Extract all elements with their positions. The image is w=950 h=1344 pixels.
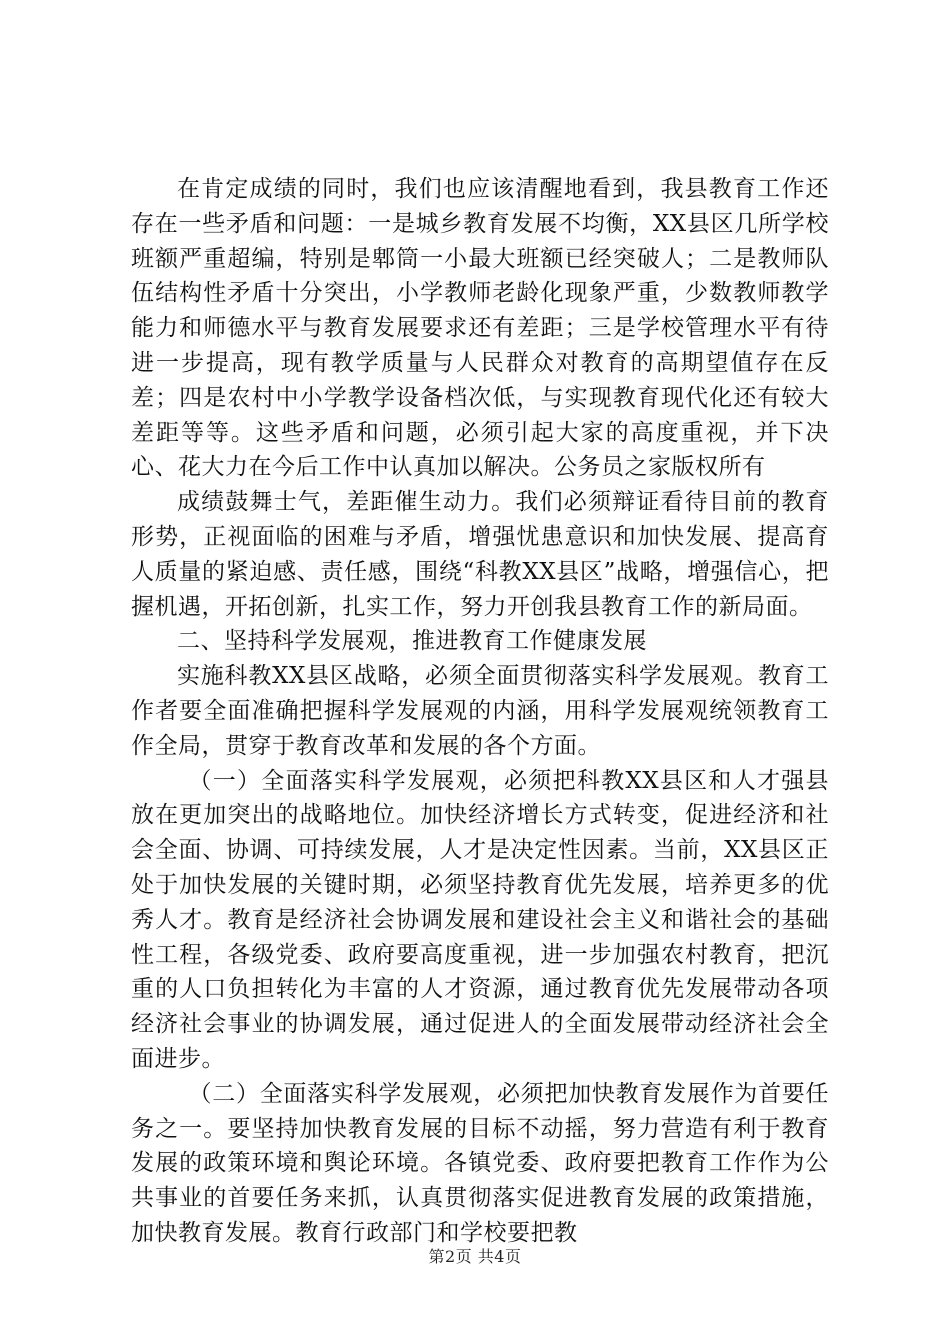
paragraph-problems: 在肯定成绩的同时，我们也应该清醒地看到，我县教育工作还存在一些矛盾和问题：一是城乡教育发展不均衡，XX县区几所学校班额严重超编，特别是郫筒一小最大班额已经突破人；二是教师队伍结构性矛盾十分突出，小学教师老龄化现象严重，少数教师教学能力和师德水平与教育发展要求还有差距；三是学校管理水平有待进一步提高，现有教学质量与人民群众对教育的高期望值存在反差；四是农村中小学教学设备档次低，与实现教育现代化还有较大差距等等。这些矛盾和问题，必须引起大家的高度重视，并下决心、花大力在今后工作中认真加以解决。公务员之家版权所有 [131,176,829,481]
page-number-footer: 第2页 共4页 [428,1247,522,1266]
section-heading-2: 二、坚持科学发展观，推进教育工作健康发展 [177,628,647,655]
paragraph-motivation: 成绩鼓舞士气，差距催生动力。我们必须辩证看待目前的教育形势，正视面临的困难与矛盾，增强忧患意识和加快发展、提高育人质量的紧迫感、责任感，围绕“科教XX县区”战略，增强信心，把握机遇，开拓创新，扎实工作，努力开创我县教育工作的新局面。 [131,489,829,620]
paragraph-point-2: （二）全面落实科学发展观，必须把加快教育发展作为首要任务之一。要坚持加快教育发展的目标不动摇，努力营造有利于教育发展的政策环境和舆论环境。各镇党委、政府要把教育工作作为公共事业的首要任务来抓，认真贯彻落实促进教育发展的政策措施，加快教育发展。教育行政部门和学校要把教 [131,1080,829,1246]
paragraph-point-1: （一）全面落实科学发展观，必须把科教XX县区和人才强县放在更加突出的战略地位。加快经济增长方式转变，促进经济和社会全面、协调、可持续发展，人才是决定性因素。当前，XX县区正处于加快发展的关键时期，必须坚持教育优先发展，培养更多的优秀人才。教育是经济社会协调发展和建设社会主义和谐社会的基础性工程，各级党委、政府要高度重视，进一步加强农村教育，把沉重的人口负担转化为丰富的人才资源，通过教育优先发展带动各项经济社会事业的协调发展，通过促进人的全面发展带动经济社会全面进步。 [131,767,829,1072]
document-body [131,172,829,1251]
paragraph-strategy: 实施科教XX县区战略，必须全面贯彻落实科学发展观。教育工作者要全面准确把握科学发展观的内涵，用科学发展观统领教育工作全局，贯穿于教育改革和发展的各个方面。 [131,663,829,759]
